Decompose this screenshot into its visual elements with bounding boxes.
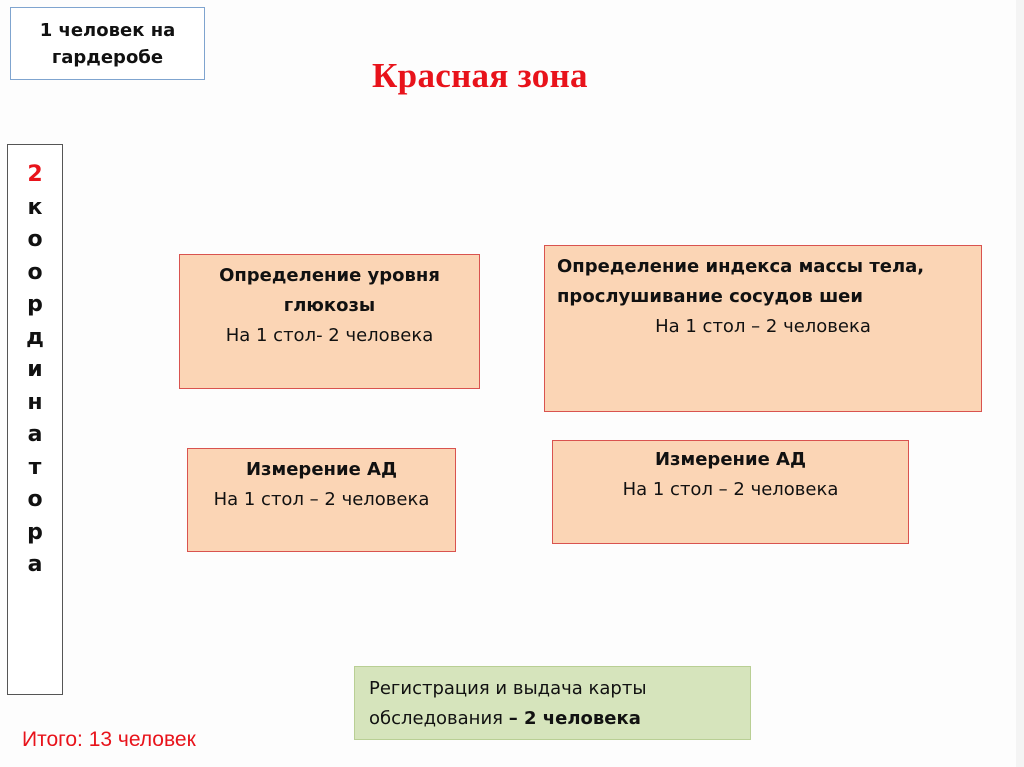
station-bmi (544, 245, 982, 412)
coordinators-letter: д (26, 324, 44, 350)
station-detail: На 1 стол- 2 человека (225, 325, 434, 346)
page-title: Красная зона (372, 56, 588, 95)
wardrobe-line-1: 1 человек на (39, 19, 176, 41)
station-detail: На 1 стол – 2 человека (622, 479, 839, 500)
station-title: Измерение АД (654, 449, 807, 470)
station-detail: На 1 стол – 2 человека (213, 489, 430, 510)
station-title: Определение индекса массы тела, (557, 256, 925, 277)
coordinators-count: 2 (27, 162, 43, 187)
coordinators-letter: о (27, 227, 43, 252)
station-blood-pressure-2 (552, 440, 909, 544)
registration-box (354, 666, 751, 740)
coordinators-letter: к (27, 194, 43, 220)
station-title: прослушивание сосудов шеи (557, 286, 863, 307)
station-title: Определение уровня (219, 265, 440, 286)
coordinators-letter: р (27, 292, 43, 317)
coordinators-letter: а (27, 422, 43, 447)
coordinators-letter: о (27, 487, 43, 512)
coordinators-letter: о (27, 259, 43, 285)
station-title: глюкозы (283, 295, 376, 316)
station-glucose (179, 254, 480, 389)
coordinators-letter: т (28, 454, 42, 480)
registration-count: – 2 человека (508, 708, 641, 729)
wardrobe-box (10, 7, 205, 80)
coordinators-letter: и (27, 357, 43, 382)
coordinators-box (7, 144, 63, 695)
station-blood-pressure-1 (187, 448, 456, 552)
wardrobe-line-2: гардеробе (51, 46, 164, 68)
coordinators-letter: р (27, 519, 43, 545)
station-detail: На 1 стол – 2 человека (655, 316, 871, 337)
registration-line-2 (369, 704, 750, 734)
registration-line-1: Регистрация и выдача карты (369, 678, 647, 699)
station-title: Измерение АД (245, 459, 398, 480)
slide-edge (1016, 0, 1024, 767)
registration-text: обследования (369, 708, 509, 729)
coordinators-letter: а (27, 552, 43, 577)
coordinators-letter: н (27, 389, 43, 415)
total-count: Итого: 13 человек (22, 728, 196, 751)
